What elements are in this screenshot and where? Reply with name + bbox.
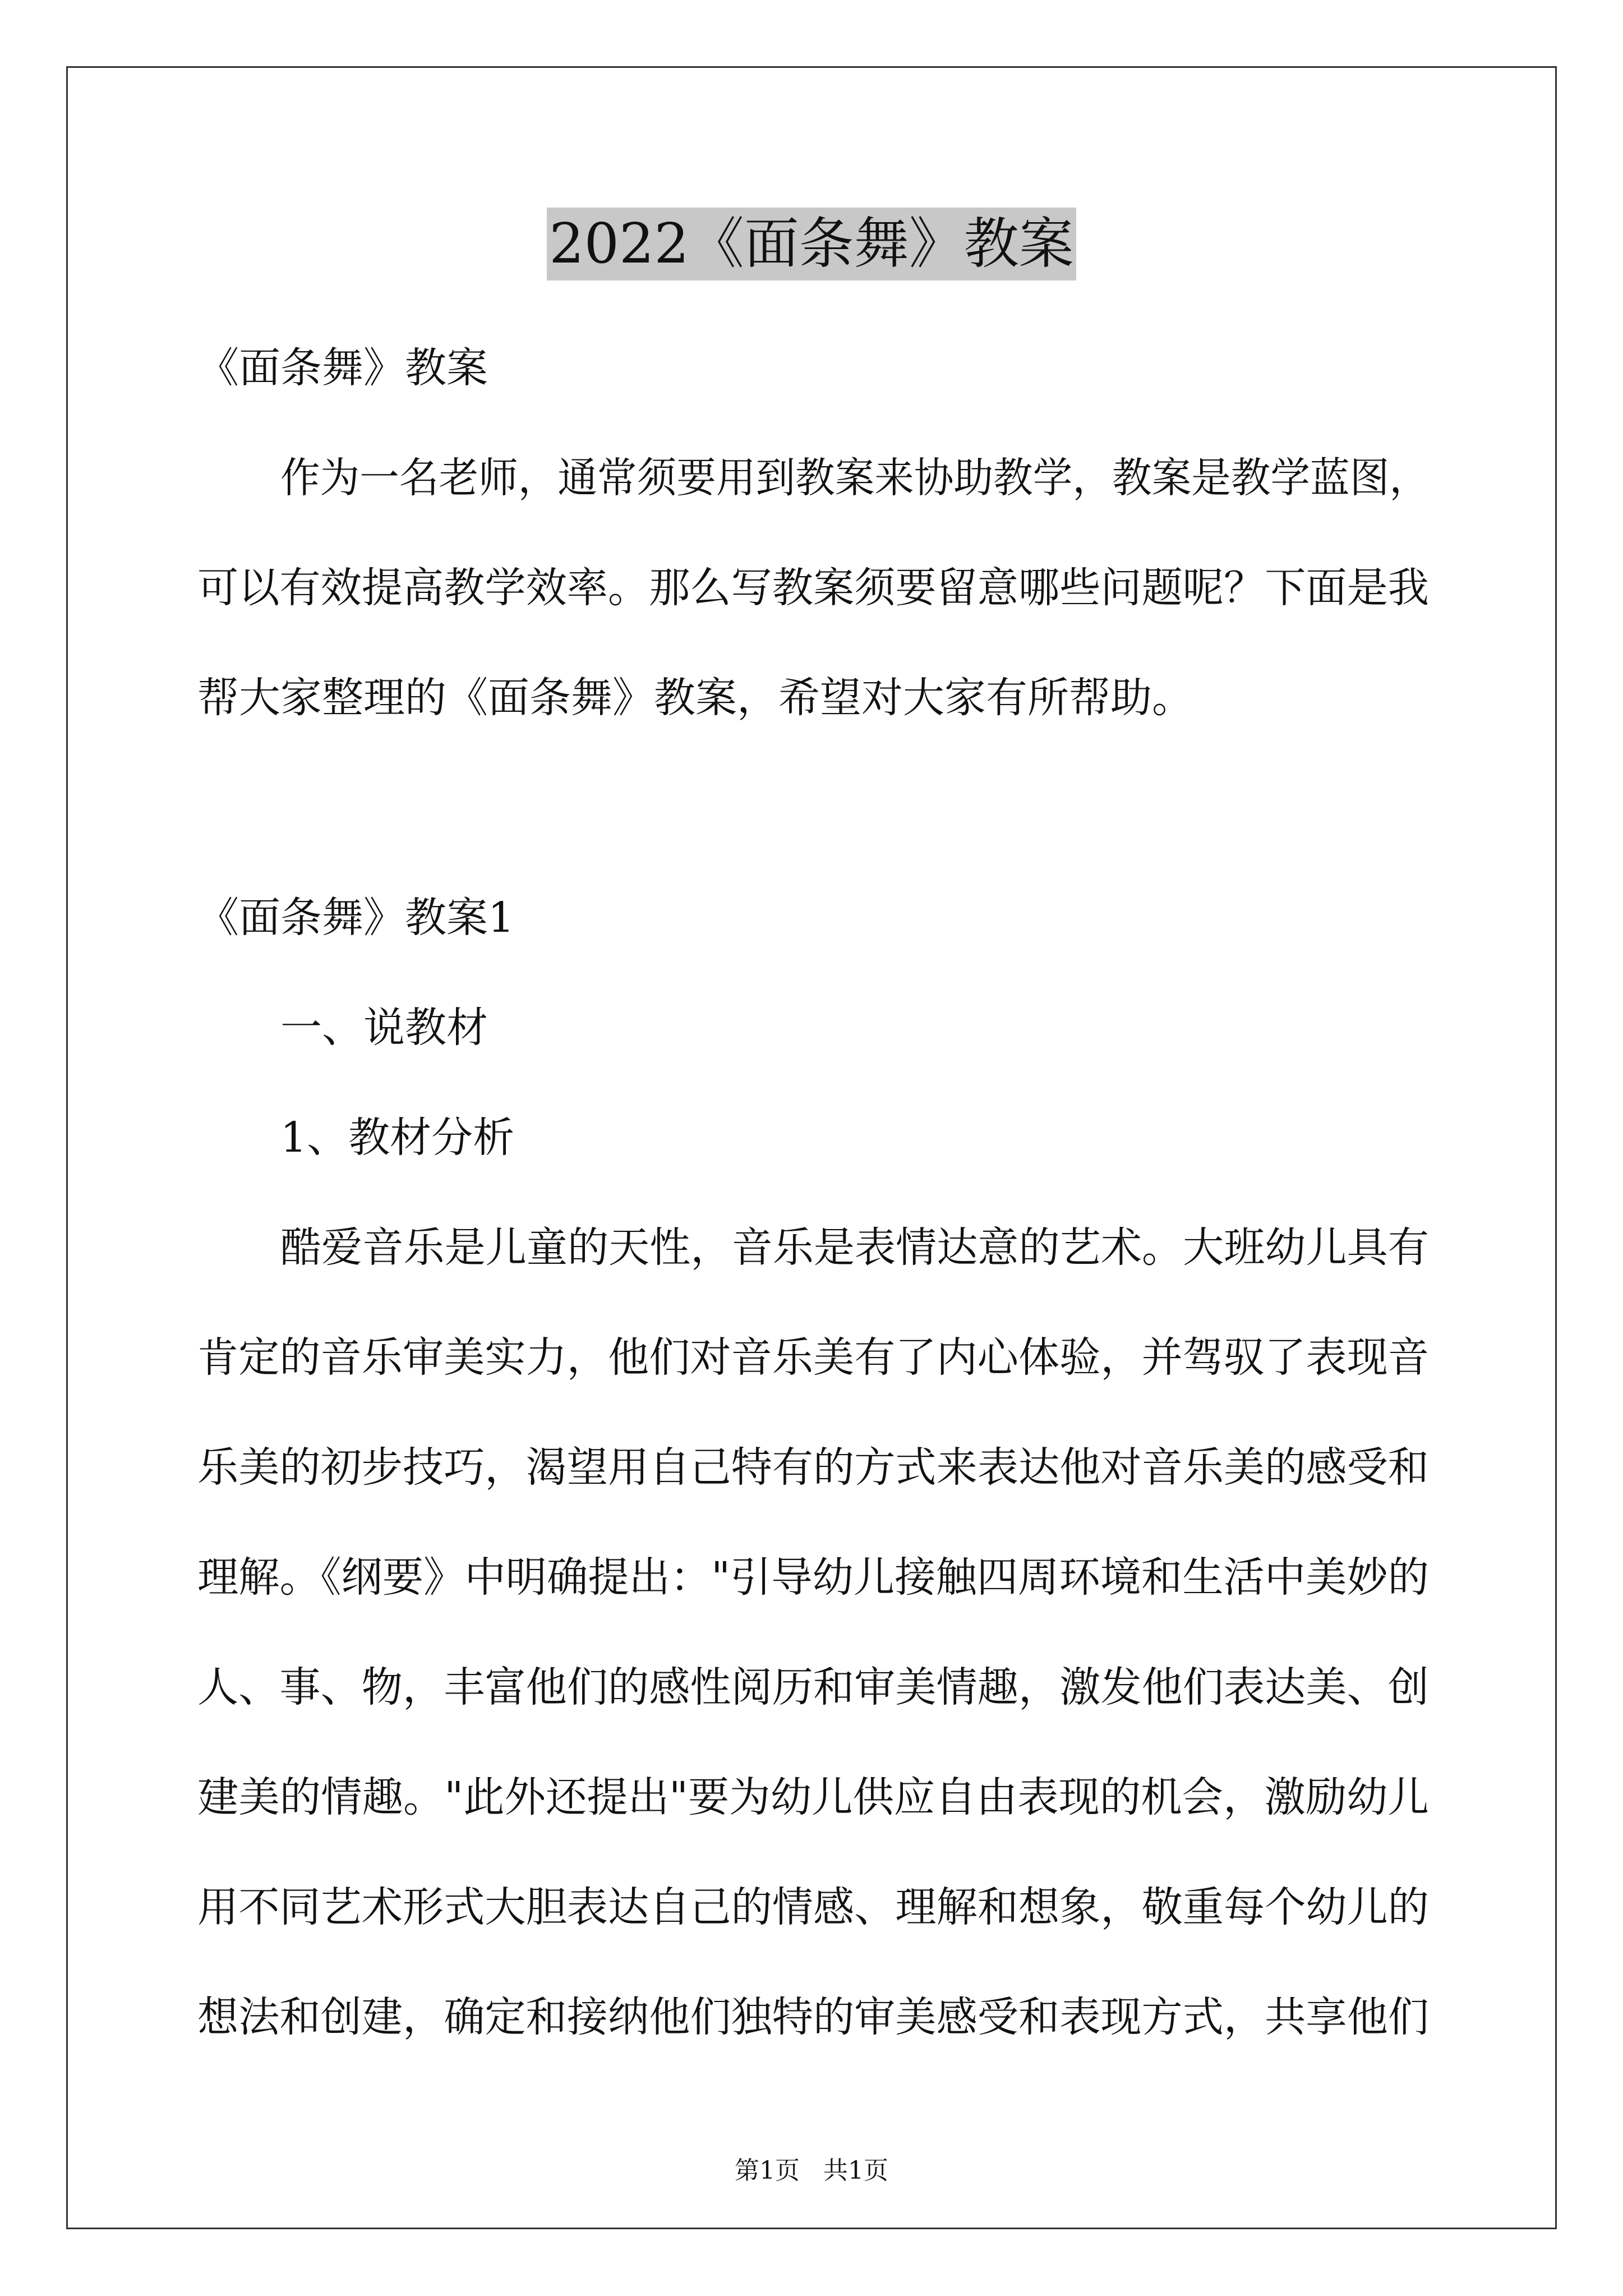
document-title-wrap [0, 208, 1623, 280]
text-line: 帮大家整理的《面条舞》教案，希望对大家有所帮助。 [197, 674, 1193, 722]
document-title: 2022《面条舞》教案 [547, 208, 1076, 280]
text-line: 作为一名老师，通常须要用到教案来协助教学，教案是教学蓝图， [280, 454, 1429, 502]
text-line: 乐美的初步技巧，渴望用自己特有的方式来表达他对音乐美的感受和 [197, 1443, 1429, 1492]
text-line: 1、教材分析 [280, 1114, 515, 1162]
text-line: 人、事、物，丰富他们的感性阅历和审美情趣，激发他们表达美、创 [197, 1663, 1429, 1711]
text-line: 《面条舞》教案 [197, 344, 488, 392]
text-line: 可以有效提高教学效率。那么写教案须要留意哪些问题呢？下面是我 [197, 564, 1429, 612]
text-line: 肯定的音乐审美实力，他们对音乐美有了内心体验，并驾驭了表现音 [197, 1333, 1429, 1382]
text-line: 想法和创建，确定和接纳他们独特的审美感受和表现方式，共享他们 [197, 1993, 1429, 2041]
page-footer: 第1页 共1页 [735, 2156, 888, 2185]
text-line: 酷爱音乐是儿童的天性，音乐是表情达意的艺术。大班幼儿具有 [280, 1223, 1429, 1272]
text-line: 理解。《纲要》中明确提出："引导幼儿接触四周环境和生活中美妙的 [197, 1553, 1430, 1602]
text-line: 建美的情趣。"此外还提出"要为幼儿供应自由表现的机会，激励幼儿 [197, 1773, 1430, 1821]
text-line: 一、说教材 [280, 1004, 488, 1052]
text-line: 用不同艺术形式大胆表达自己的情感、理解和想象，敬重每个幼儿的 [197, 1883, 1429, 1931]
text-line: 《面条舞》教案1 [197, 894, 515, 942]
